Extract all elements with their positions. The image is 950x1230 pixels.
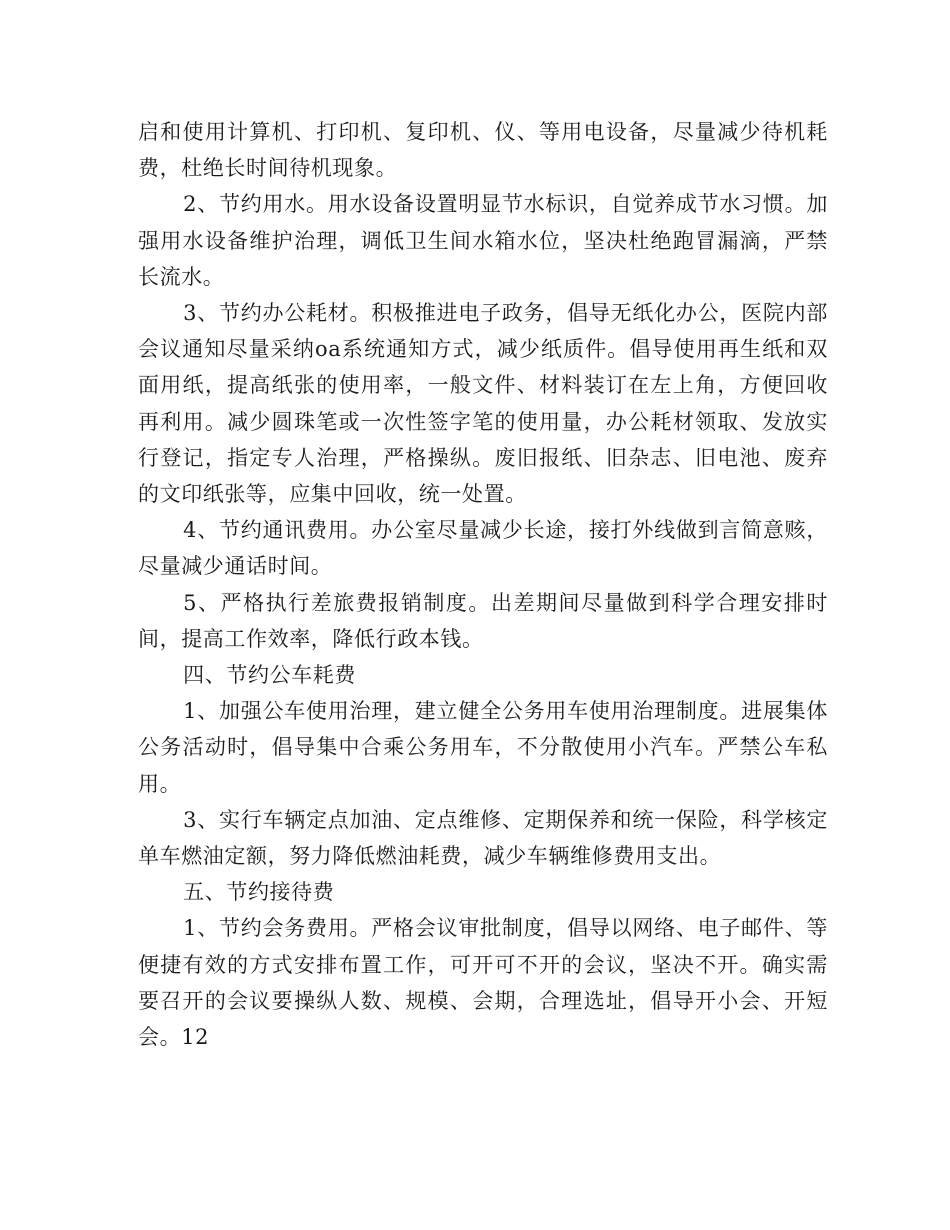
section-heading-reception: 五、节约接待费 <box>183 880 335 905</box>
section-heading-vehicles: 四、节约公车耗费 <box>183 663 356 688</box>
paragraph-travel-expenses: 5、严格执行差旅费报销制度。出差期间尽量做到科学合理安排时间，提高工作效率，降低行政本钱。 <box>138 590 828 651</box>
document-body <box>138 114 828 1055</box>
paragraph-save-water: 2、节约用水。用水设备设置明显节水标识，自觉养成节水习惯。加强用水设备维护治理，调低卫生间水箱水位，坚决杜绝跑冒漏滴，严禁长流水。 <box>138 192 828 289</box>
paragraph-save-office-supplies: 3、节约办公耗材。积极推进电子政务，倡导无纸化办公，医院内部会议通知尽量采纳oa系统通知方式，减少纸质件。倡导使用再生纸和双面用纸，提高纸张的使用率，一般文件、材料装订在左上角，方便回收再利用。减少圆珠笔或一次性签字笔的使用量，办公耗材领取、发放实行登记，指定专人治理，严格操纵。废旧报纸、旧杂志、旧电池、废弃的文印纸张等，应集中回收，统一处置。 <box>138 301 828 507</box>
paragraph-meeting-expenses: 1、节约会务费用。严格会议审批制度，倡导以网络、电子邮件、等便捷有效的方式安排布置工作，可开可不开的会议，坚决不开。确实需要召开的会议要操纵人数、规模、会期，合理选址，倡导开小会、开短会。12 <box>138 916 828 1050</box>
paragraph-save-communication: 4、节约通讯费用。办公室尽量减少长途，接打外线做到言简意赅，尽量减少通话时间。 <box>138 518 828 579</box>
paragraph-vehicle-maintenance: 3、实行车辆定点加油、定点维修、定期保养和统一保险，科学核定单车燃油定额，努力降低燃油耗费，减少车辆维修费用支出。 <box>138 807 828 869</box>
paragraph-continuation: 启和使用计算机、打印机、复印机、仪、等用电设备，尽量减少待机耗费，杜绝长时间待机现象。 <box>138 120 828 181</box>
paragraph-vehicle-management: 1、加强公车使用治理，建立健全公务用车使用治理制度。进展集体公务活动时，倡导集中合乘公务用车，不分散使用小汽车。严禁公车私用。 <box>138 699 828 796</box>
